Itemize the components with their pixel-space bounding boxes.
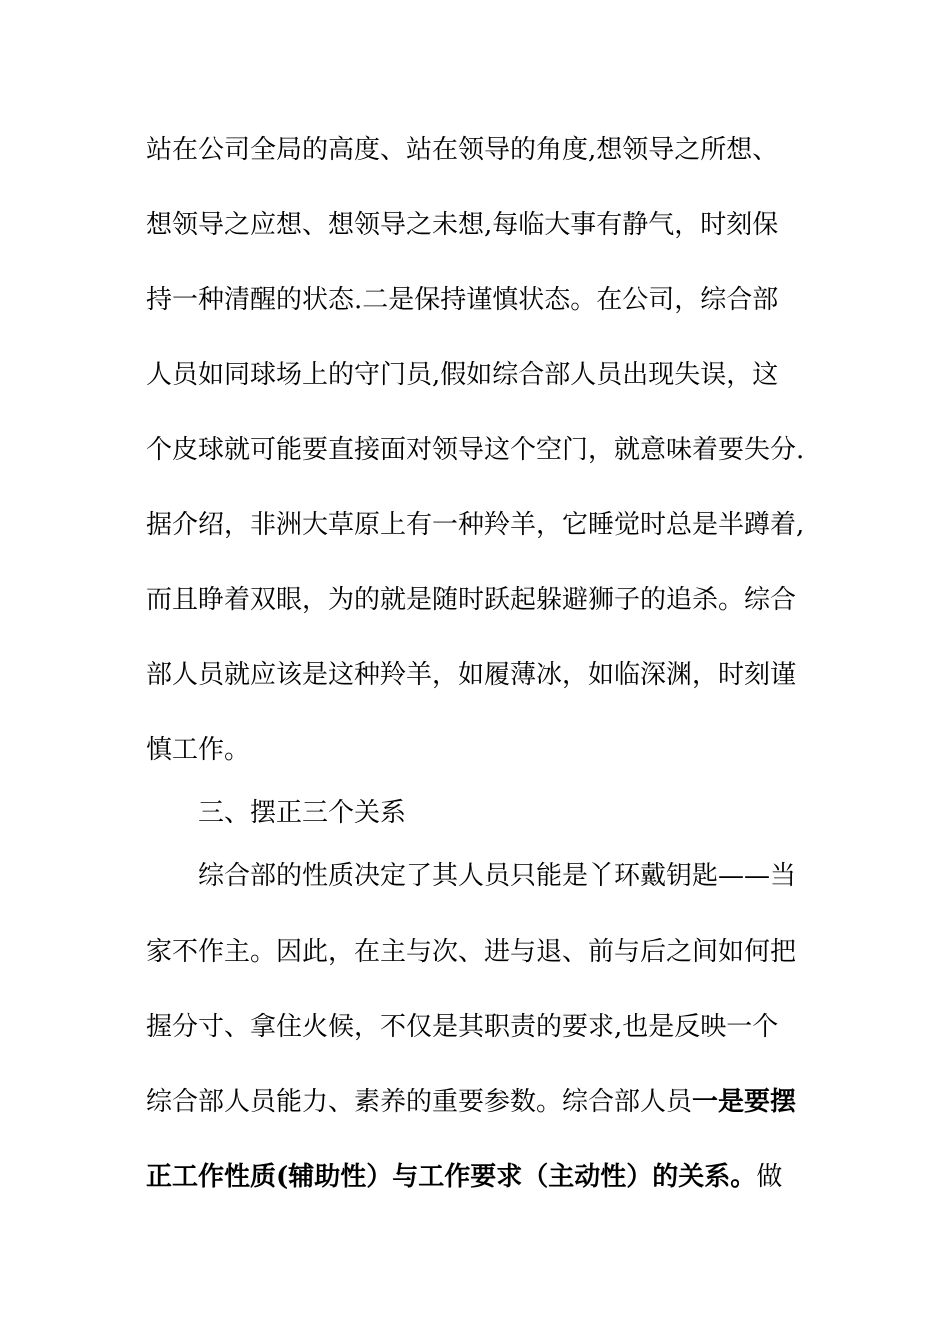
text-line-4: 人员如同球场上的守门员,假如综合部人员出现失误，这: [146, 360, 779, 390]
text-line-8: 部人员就应该是这种羚羊，如履薄冰，如临深渊，时刻谨: [146, 660, 797, 690]
section-heading: 三、摆正三个关系: [198, 798, 407, 828]
text-line-6: 据介绍，非洲大草原上有一种羚羊，它睡觉时总是半蹲着,: [146, 510, 805, 540]
text-line-7: 而且睁着双眼，为的就是随时跃起躲避狮子的追杀。综合: [146, 585, 797, 615]
text-line-5: 个皮球就可能要直接面对领导这个空门，就意味着要失分.: [146, 435, 805, 465]
text-line-15-normal: 做: [756, 1162, 783, 1192]
text-line-11: 综合部的性质决定了其人员只能是丫环戴钥匙——当: [198, 861, 797, 891]
text-line-2: 想领导之应想、想领导之未想,每临大事有静气，时刻保: [146, 210, 779, 240]
text-line-14-normal: 综合部人员能力、素养的重要参数。综合部人员: [146, 1087, 693, 1117]
text-line-3: 持一种清醒的状态.二是保持谨慎状态。在公司，综合部: [146, 285, 779, 315]
text-line-1: 站在公司全局的高度、站在领导的角度,想领导之所想、: [146, 135, 779, 165]
text-line-15-bold: 正工作性质(辅助性）与工作要求（主动性）的关系。: [146, 1162, 757, 1192]
text-line-14-bold: 一是要摆: [692, 1087, 797, 1117]
text-line-14: [146, 1086, 796, 1118]
text-line-9: 慎工作。: [146, 735, 251, 765]
text-line-13: 握分寸、拿住火候，不仅是其职责的要求,也是反映一个: [146, 1012, 779, 1042]
text-line-15: [146, 1161, 782, 1193]
text-line-12: 家不作主。因此，在主与次、进与退、前与后之间如何把: [146, 937, 797, 967]
